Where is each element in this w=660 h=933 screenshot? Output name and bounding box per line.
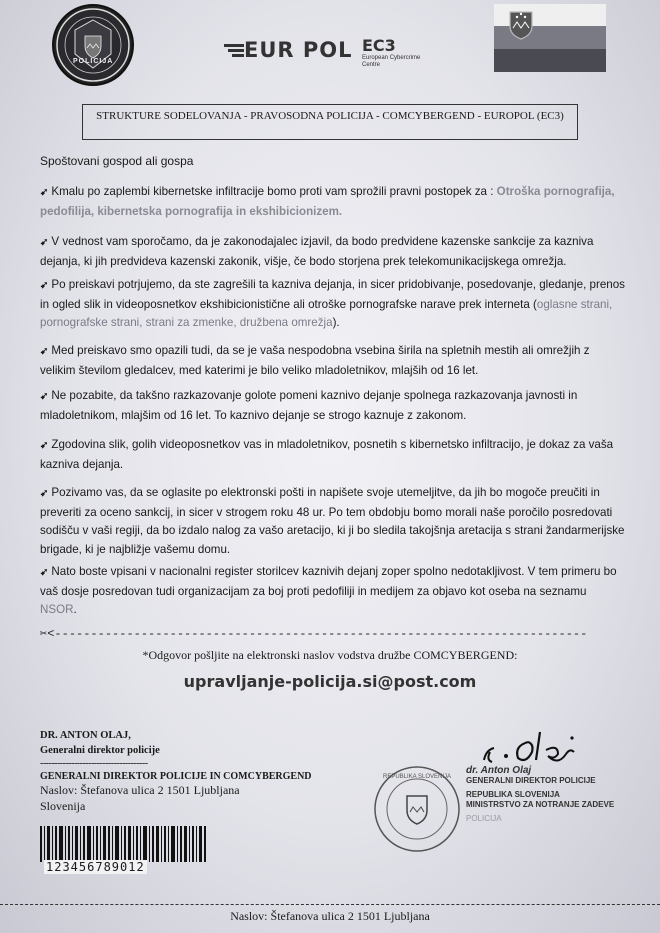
police-badge-logo [52,4,134,86]
ec3-label: EC3 [362,36,396,55]
contact-email[interactable]: upravljanje-policija.si@post.com [183,672,477,691]
signer-country: Slovenija [40,799,86,813]
arrow-icon: ➹ [40,237,49,248]
arrow-icon: ➹ [40,440,49,451]
police-badge-icon [54,6,132,84]
nsor-label: NSOR [40,603,74,617]
stamp-title: GENERALNI DIREKTOR POLICIJE [466,776,596,785]
stamp-text [466,766,614,824]
flag-crest-icon [508,10,534,40]
paragraph-3: ➹ Po preiskavi potrjujemo, da ste zagrešili ta kazniva dejanja, in sicer pridobivanje, posedovanje, gledanje, prenos in ogled slik in videoposnetkov ekshibicionistične ali otroške pornografske narave prek interneta (oglasne strani, pornografske strani, strani za zmenke, družbena omrežja). [40,278,625,330]
barcode-number: 123456789012 [46,860,145,874]
paragraph-7: ➹ Pozivamo vas, da se oglasite po elektronski pošti in napišete svoje utemeljitve, da jih bo mogoče preučiti in preveriti za oceno sankcij, in sicer v strogem roku 48 ur. Po tem obdobju bomo morali naše poročilo posredovati sodišču v vaši regiji, da bo izdalo nalog za vašo aretacijo, ki ji bo sledila takojšnja aretacija s strani žandarmerijske brigade, ki je najbližje vašemu domu. [40,486,625,556]
charges-highlight: Otroška pornografija, pedofilija, kibernetska pornografija in ekshibicionizem. [40,185,615,218]
europol-wordmark: EUR POL [244,38,353,62]
divider: -------------------------------------- [40,758,148,769]
paragraph-5: ➹ Ne pozabite, da takšno razkazovanje golote pomeni kaznivo dejanje spolnega razkazovanja javnosti in mladoletnikom, mlajšim od 16 let. To kaznivo dejanje se strogo kaznuje z zakonom. [40,389,578,422]
stamp-name: dr. Anton Olaj [466,765,532,776]
document-title: STRUKTURE SODELOVANJA - PRAVOSODNA POLICIJA - COMCYBERGEND - EUROPOL (EC3) [82,104,578,140]
signer-role: Generalni direktor policije [40,745,160,756]
signer-name: DR. ANTON OLAJ, [40,730,131,741]
ec3-subtitle: European Cybercrime Centre [362,55,421,68]
arrow-icon: ➹ [40,391,49,402]
signer-address: Naslov: Štefanova ulica 2 1501 Ljubljana [40,783,240,797]
arrow-icon: ➹ [40,346,49,357]
reply-instruction: *Odgovor pošljite na elektronski naslov vodstva družbe COMCYBERGEND: [142,648,518,662]
arrow-icon: ➹ [40,488,49,499]
footer-address: Naslov: Štefanova ulica 2 1501 Ljubljana [230,909,430,923]
stamp-line-2: MINISTRSTVO ZA NOTRANJE ZADEVE [466,800,615,809]
arrow-icon: ➹ [40,187,49,198]
paragraph-6: ➹ Zgodovina slik, golih videoposnetkov vas in mladoletnikov, posnetih s kibernetsko infiltracijo, je dokaz za vaša kazniva dejanja. [40,438,614,471]
paragraph-8: ➹ Nato boste vpisani v nacionalni register storilcev kaznivih dejanj zoper spolno nedotakljivost. V tem primeru bo vaš dosje posredovan tudi organizacijam za boj proti pedofiliji in medijem za objavo kot oseba na seznamu NSOR. [40,565,617,617]
paragraph-2: ➹ V vednost vam sporočamo, da je zakonodajalec izjavil, da bodo predvidene kazenske sankcije za kazniva dejanja, ki jih predvideva kazenski zakonik, višje, če bodo storjena prek telekomunikacijskega omrežja. [40,235,594,268]
paragraph-1: ➹ Kmalu po zaplembi kibernetske infiltracije bomo proti vam sprožili pravni postopek za : Otroška pornografija, pedofilija, kibernetska pornografija in ekshibicionizem. [40,185,615,218]
signer-block [40,728,312,814]
badge-label: POLICIJA [73,58,114,65]
stamp-line-1: REPUBLIKA SLOVENIJA [466,790,560,799]
svg-text:REPUBLIKA SLOVENIJA: REPUBLIKA SLOVENIJA [382,774,452,780]
slovenia-flag [494,4,606,72]
handwritten-signature [476,726,596,770]
europol-logo [224,36,494,72]
signer-organization: GENERALNI DIREKTOR POLICIJE IN COMCYBERGEND [40,771,312,782]
stamp-line-3: POLICIJA [466,814,502,823]
greeting: Spoštovani gospod ali gospa [40,154,194,168]
site-types: oglasne strani, pornografske strani, strani za zmenke, družbena omrežja [40,297,613,330]
official-stamp-icon [372,764,462,854]
paragraph-4: ➹ Med preiskavo smo opazili tudi, da se je vaša nespodobna vsebina širila na spletnih mestih ali omrežjih z velikim številom gledalcev, med katerimi je bilo veliko mladoletnikov, mlajših od 16 let. [40,344,590,377]
arrow-icon: ➹ [40,280,49,291]
footer-divider [0,904,660,905]
europol-stripes-icon [224,44,246,58]
cut-line: ✂<-------------------------------------------------------------------------- [40,627,588,641]
arrow-icon: ➹ [40,567,49,578]
